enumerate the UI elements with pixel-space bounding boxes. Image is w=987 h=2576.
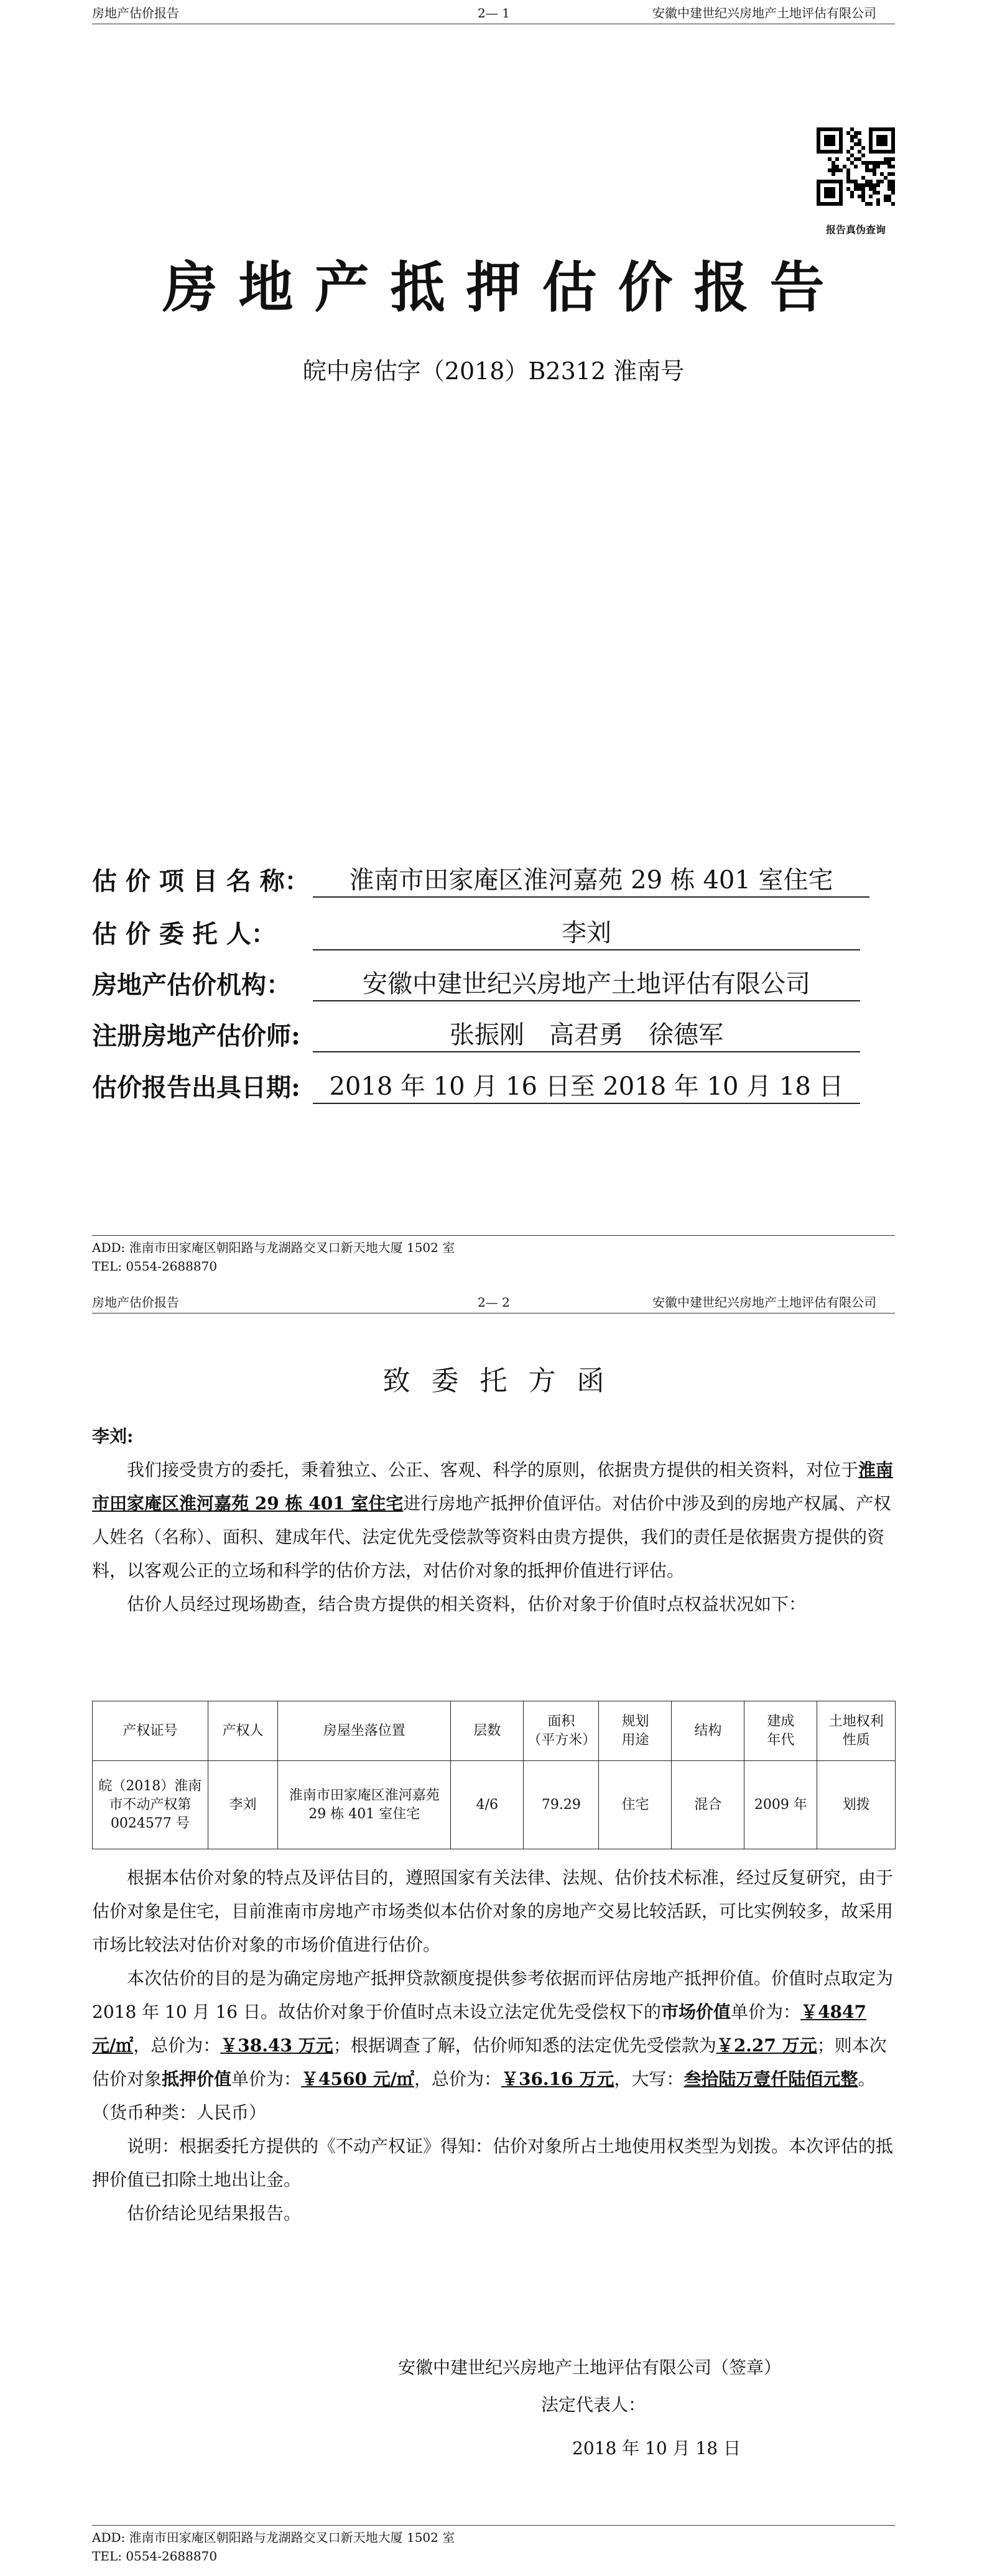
signature-date: 2018 年 10 月 18 日: [572, 2438, 741, 2459]
p1-subject: 淮南市田家庵区淮河嘉苑 29 栋 401 室住宅: [92, 1460, 894, 1514]
header-left: 房地产估价报告: [92, 6, 179, 21]
page-header: [92, 1294, 895, 1313]
table-cell: 混合: [672, 1761, 744, 1849]
paragraph-3: 根据本估价对象的特点及评估目的，遵照国家有关法律、法规、估价技术标准，经过反复研究，由于估价对象是住宅，目前淮南市房地产市场类似本估价对象的房地产交易比较活跃，可比实例较多，故采用市场比较法对估价对象的市场价值进行估价。: [92, 1867, 894, 1955]
p4-text: 单价为：: [731, 2002, 801, 2022]
field-label: 估 价 项 目 名 称：: [92, 867, 310, 896]
field-appraisers: [92, 1018, 901, 1055]
page-header: [92, 5, 895, 24]
salutation: 李刘:: [92, 1426, 134, 1447]
field-value: 安徽中建世纪兴房地产土地评估有限公司: [313, 967, 860, 1001]
market-value-label: 市场价值: [661, 2002, 731, 2022]
header-page-number: 2— 2: [478, 1295, 510, 1310]
page-footer: [92, 1235, 895, 1282]
p1-text: 我们接受贵方的委托，秉着独立、公正、客观、科学的原则，依据贵方提供的相关资料，对位于: [127, 1460, 859, 1480]
footer-address: ADD: 淮南市田家庵区朝阳路与龙湖路交叉口新天地大厦 1502 室: [92, 2530, 455, 2545]
table-cell: 划拨: [817, 1761, 896, 1849]
letter-body-top: [92, 1420, 896, 1621]
table-cell: 79.29: [524, 1761, 599, 1849]
p4-text: ；则本次估价对象: [92, 2035, 887, 2089]
paragraph-5: 说明：根据委托方提供的《不动产权证》得知：估价对象所占土地使用权类型为划拨。本次评估的抵押价值已扣除土地出让金。: [92, 2136, 894, 2190]
p1-text-rest: 进行房地产抵押价值评估。对估价中涉及到的房地产权属、产权人姓名（名称）、面积、建成年代、法定优先受偿款等资料由贵方提供，我们的责任是依据贵方提供的资料，以客观公正的立场和科学的估价方法，对估价对象的抵押价值进行评估。: [92, 1493, 891, 1581]
property-table: [92, 1701, 896, 1849]
table-header: 面积 （平方米）: [524, 1701, 599, 1761]
p4-text: 本次估价的目的是为确定房地产抵押贷款额度提供参考依据而评估房地产抵押价值。价值时点取定为 2018 年 10 月 16 日。故估价对象于价值时点未设立法定优先受偿权下的: [92, 1968, 894, 2022]
header-company: 安徽中建世纪兴房地产土地评估有限公司: [652, 1295, 876, 1310]
table-header-row: [93, 1701, 896, 1761]
mortgage-value-label: 抵押价值: [162, 2069, 232, 2089]
header-page-number: 2— 1: [478, 6, 510, 21]
p4-text: 。（货币种类：人民币）: [92, 2069, 876, 2123]
field-report-date: [92, 1069, 901, 1106]
field-value: 2018 年 10 月 16 日至 2018 年 10 月 18 日: [313, 1069, 860, 1104]
mortgage-total-price: ￥36.16 万元: [501, 2069, 614, 2089]
table-cell: 住宅: [599, 1761, 672, 1849]
paragraph-1: [92, 1453, 896, 1588]
letter-title: 致委托方函: [382, 1365, 626, 1397]
header-left: 房地产估价报告: [92, 1295, 179, 1310]
document-number: 皖中房估字（2018）B2312 淮南号: [302, 357, 685, 385]
letter-page: [0, 1288, 987, 2576]
table-cell: 4/6: [451, 1761, 524, 1849]
p4-text: ，总价为：: [414, 2069, 501, 2089]
table-cell: 2009 年: [744, 1761, 817, 1849]
field-label: 注册房地产估价师:: [92, 1021, 300, 1051]
priority-payment: ￥2.27 万元: [716, 2035, 817, 2056]
market-total-price: ￥38.43 万元: [220, 2035, 333, 2056]
field-label: 估价报告出具日期:: [92, 1073, 300, 1102]
p4-text: ，大写：: [614, 2069, 684, 2089]
field-label: 估 价 委 托 人：: [92, 919, 276, 949]
table-header: 产权人: [208, 1701, 278, 1761]
footer-phone: TEL: 0554-2688870: [92, 2549, 218, 2564]
field-value: 淮南市田家庵区淮河嘉苑 29 栋 401 室住宅: [313, 863, 869, 898]
footer-phone: TEL: 0554-2688870: [92, 1259, 218, 1274]
paragraph-6: 估价结论见结果报告。: [127, 2203, 302, 2224]
field-agency: [92, 967, 901, 1004]
table-header: 土地权利 性质: [817, 1701, 896, 1761]
signature-representative: 法定代表人：: [541, 2394, 646, 2415]
paragraph-2: 估价人员经过现场勘查，结合贵方提供的相关资料，估价对象于价值时点权益状况如下：: [127, 1594, 807, 1614]
letter-body-bottom: [92, 1861, 896, 2230]
market-unit-price: ￥4847 元/㎡: [92, 2002, 866, 2056]
table-row: [93, 1761, 896, 1849]
header-company: 安徽中建世纪兴房地产土地评估有限公司: [652, 6, 876, 21]
paragraph-4: [92, 1962, 896, 2130]
report-title: 房地产抵押估价报告: [162, 255, 846, 320]
table-cell: 淮南市田家庵区淮河嘉苑 29 栋 401 室住宅: [278, 1761, 451, 1849]
table-header: 结构: [672, 1701, 744, 1761]
signature-company: 安徽中建世纪兴房地产土地评估有限公司（签章）: [398, 2357, 782, 2378]
table-cell: 李刘: [208, 1761, 278, 1849]
table-header: 产权证号: [93, 1701, 208, 1761]
footer-address: ADD: 淮南市田家庵区朝阳路与龙湖路交叉口新天地大厦 1502 室: [92, 1240, 455, 1255]
field-project-name: [92, 863, 901, 900]
qr-caption: 报告真伪查询: [825, 224, 886, 236]
field-client: [92, 916, 901, 953]
qr-code[interactable]: [817, 127, 895, 206]
field-value: 张振刚 高君勇 徐德军: [313, 1018, 860, 1052]
mortgage-unit-price: ￥4560 元/㎡: [301, 2069, 414, 2089]
p4-text: ，总价为：: [133, 2035, 221, 2056]
table-header: 规划 用途: [599, 1701, 672, 1761]
p4-text: 单价为：: [231, 2069, 302, 2089]
table-header: 建成 年代: [744, 1701, 817, 1761]
p4-text: ；根据调查了解，估价师知悉的法定优先受偿款为: [333, 2035, 716, 2056]
table-header: 房屋坐落位置: [278, 1701, 451, 1761]
field-label: 房地产估价机构：: [92, 970, 291, 1000]
table-header: 层数: [451, 1701, 524, 1761]
table-cell: 皖（2018）淮南市不动产权第 0024577 号: [93, 1761, 208, 1849]
field-value: 李刘: [313, 916, 860, 950]
page-footer: [92, 2525, 895, 2572]
amount-in-words: 叁拾陆万壹仟陆佰元整: [683, 2069, 858, 2089]
